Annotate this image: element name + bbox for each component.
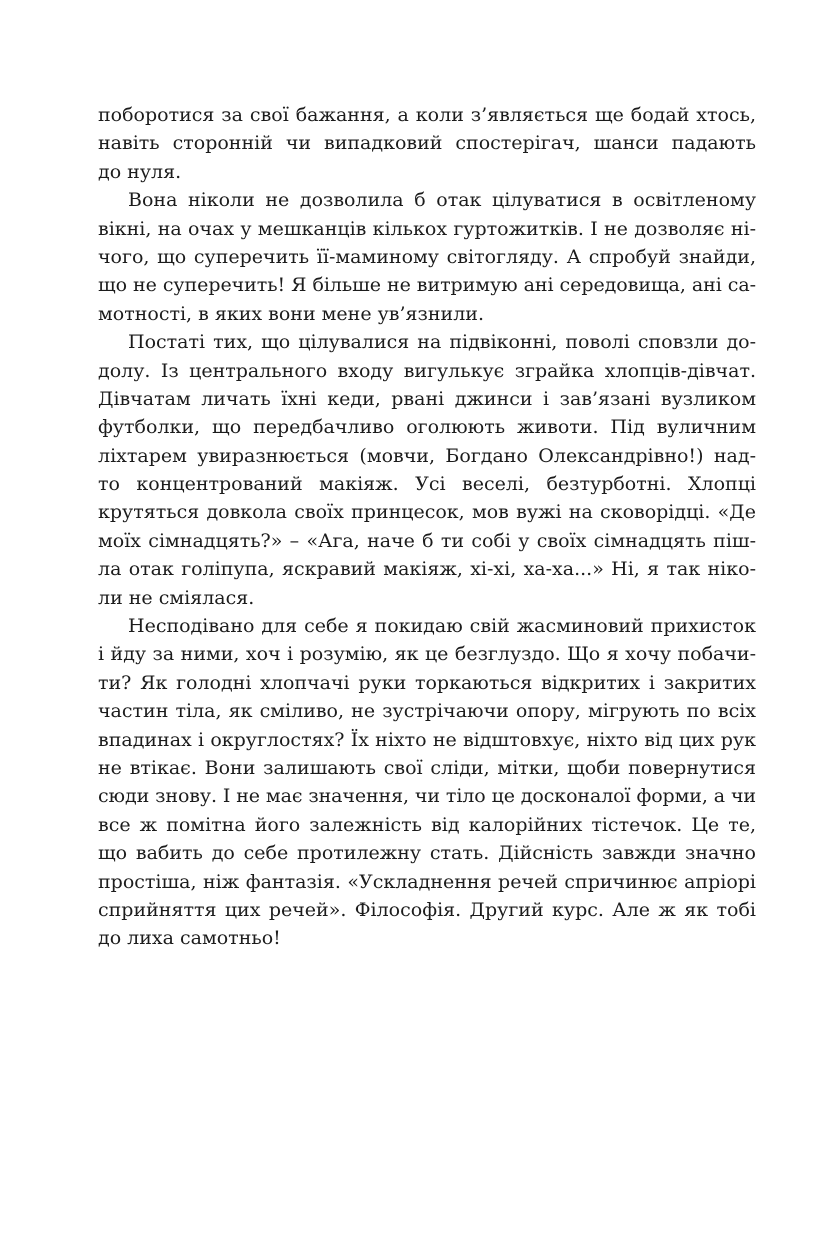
text-line: Вона ніколи не дозволила б отак цілуватися в освітленому bbox=[128, 189, 756, 212]
paragraph bbox=[98, 101, 756, 186]
text-line: впадинах і округлостях? Їх ніхто не відштовхує, ніхто від цих рук bbox=[98, 728, 756, 751]
text-line: що не суперечить! Я більше не витримую ані середовища, ані са- bbox=[98, 274, 756, 297]
text-line: поборотися за свої бажання, а коли з’являється ще бодай хтось, bbox=[98, 104, 756, 126]
text-line: долу. Із центрального входу вигулькує зграйка хлопців-дівчат. bbox=[98, 359, 756, 382]
text-line: і йду за ними, хоч і розумію, як це безглуздо. Що я хочу побачи- bbox=[98, 643, 756, 666]
text-line: ти? Як голодні хлопчачі руки торкаються відкритих і закритих bbox=[98, 671, 756, 694]
text-line: простіша, ніж фантазія. «Ускладнення речей спричинює апріорі bbox=[98, 870, 756, 893]
text-line: ла отак голіпупа, яскравий макіяж, хі-хі, ха-ха...» Ні, я так ніко- bbox=[98, 558, 756, 581]
paragraph bbox=[98, 612, 756, 953]
text-line: мотності, в яких вони мене ув’язнили. bbox=[98, 302, 484, 325]
text-line: моїх сімнадцять?» – «Ага, наче б ти собі у своїх сімнадцять піш- bbox=[98, 529, 756, 552]
paragraph bbox=[98, 186, 756, 328]
book-page-text bbox=[98, 101, 756, 953]
text-line: ли не сміялася. bbox=[98, 586, 255, 609]
text-line: Несподівано для себе я покидаю свій жасминовий прихисток bbox=[128, 615, 756, 638]
text-line: Дівчатам личать їхні кеди, рвані джинси і зав’язані вузликом bbox=[98, 387, 756, 410]
text-line: чого, що суперечить її-маминому світогляду. А спробуй знайди, bbox=[98, 245, 756, 268]
paragraph bbox=[98, 328, 756, 612]
text-line: Постаті тих, що цілувалися на підвіконні, поволі сповзли до- bbox=[128, 331, 756, 354]
text-line: вікні, на очах у мешканців кількох гуртожитків. І не дозволяє ні- bbox=[98, 217, 756, 240]
text-line: все ж помітна його залежність від калорійних тістечок. Це те, bbox=[98, 813, 756, 836]
text-line: футболки, що передбачливо оголюють животи. Під вуличним bbox=[98, 416, 756, 439]
text-line: крутяться довкола своїх принцесок, мов вужі на сковорідці. «Де bbox=[98, 501, 756, 524]
text-line: до нуля. bbox=[98, 160, 182, 183]
text-line: сприйняття цих речей». Філософія. Другий курс. Але ж як тобі bbox=[98, 898, 756, 921]
text-line: не втікає. Вони залишають свої сліди, мітки, щоби повернутися bbox=[98, 756, 756, 779]
text-line: сюди знову. І не має значення, чи тіло це досконалої форми, а чи bbox=[98, 785, 756, 808]
text-line: навіть сторонній чи випадковий спостерігач, шанси падають bbox=[98, 132, 756, 155]
text-line: до лиха самотньо! bbox=[98, 927, 281, 950]
text-line: що вабить до себе протилежну стать. Дійсність завжди значно bbox=[98, 842, 756, 865]
text-line: частин тіла, як сміливо, не зустрічаючи опору, мігрують по всіх bbox=[98, 700, 756, 723]
text-line: то концентрований макіяж. Усі веселі, безтурботні. Хлопці bbox=[98, 473, 756, 496]
text-line: ліхтарем увиразнюється (мовчи, Богдано Олександрівно!) над- bbox=[98, 444, 756, 467]
